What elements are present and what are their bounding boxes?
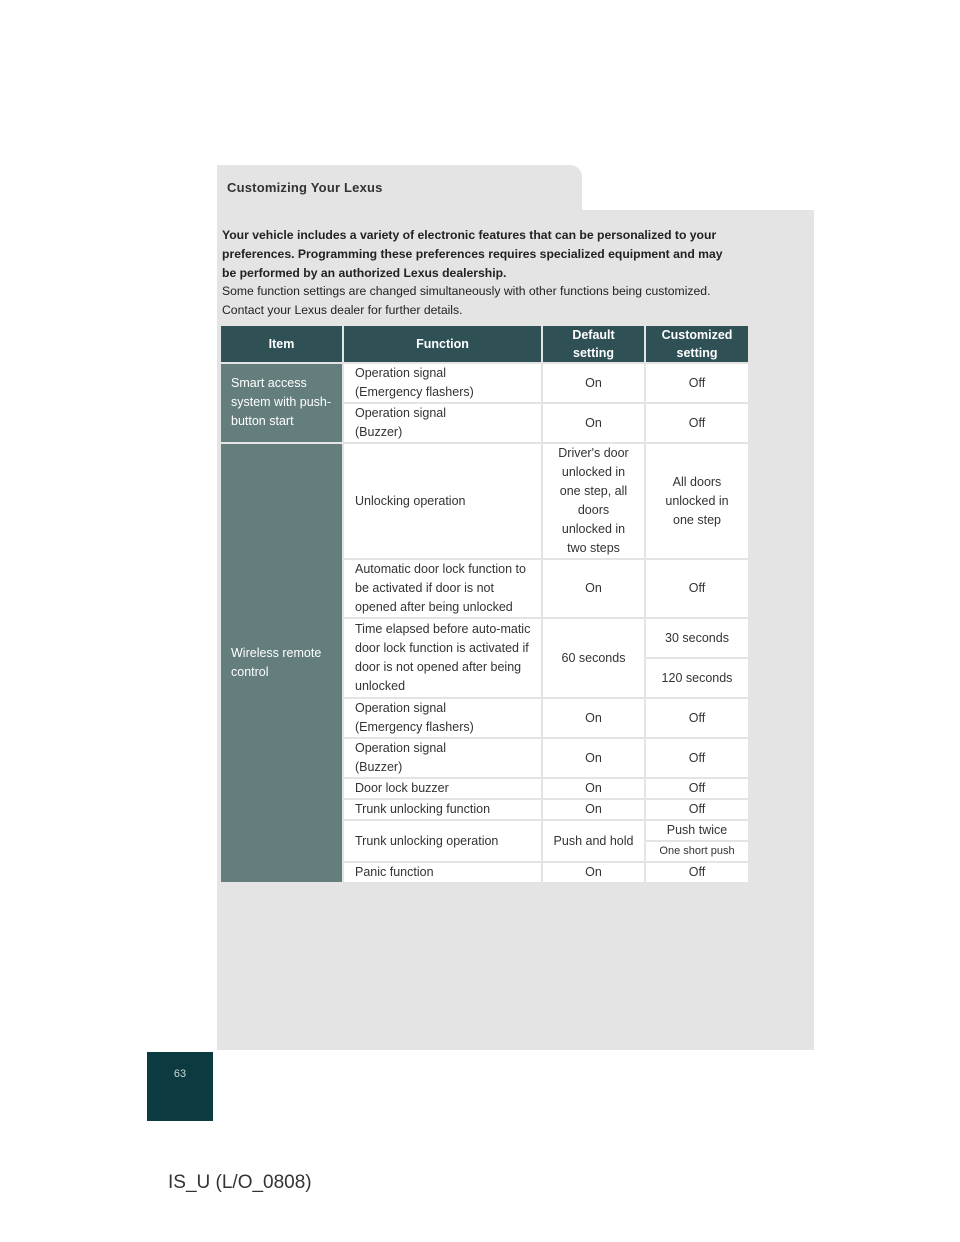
row-custom: Push twice — [644, 821, 748, 840]
row-function: Operation signal (Buzzer) — [342, 739, 541, 777]
group-wireless-remote: Wireless remote control — [221, 444, 342, 882]
row-function: Automatic door lock function to be activated if door is not opened after being unlocked — [342, 560, 541, 617]
row-default: On — [541, 739, 644, 777]
row-default: On — [541, 699, 644, 737]
row-custom: All doors unlocked in one step — [644, 444, 748, 558]
row-custom: Off — [644, 699, 748, 737]
header-custom: Customized setting — [644, 326, 748, 362]
row-function: Operation signal (Emergency flashers) — [342, 364, 541, 402]
row-default: On — [541, 560, 644, 617]
row-default: On — [541, 779, 644, 798]
row-custom: Off — [644, 739, 748, 777]
row-default: 60 seconds — [541, 619, 644, 697]
row-default: Driver's door unlocked in one step, all doors unlocked in two steps — [541, 444, 644, 558]
table-row — [221, 364, 748, 402]
table-row — [221, 444, 748, 558]
row-custom: Off — [644, 779, 748, 798]
group-smart-access: Smart access system with push-button start — [221, 364, 342, 442]
row-function: Operation signal (Buzzer) — [342, 404, 541, 442]
row-custom-alt: One short push — [644, 842, 748, 861]
row-default: On — [541, 863, 644, 882]
row-custom: Off — [644, 364, 748, 402]
page-number-tab — [147, 1052, 213, 1121]
header-default: Default setting — [541, 326, 644, 362]
header-function: Function — [342, 326, 541, 362]
row-function: Operation signal (Emergency flashers) — [342, 699, 541, 737]
page-number: 63 — [173, 1068, 187, 1080]
row-default: On — [541, 364, 644, 402]
row-custom: Off — [644, 863, 748, 882]
row-function: Trunk unlocking function — [342, 800, 541, 819]
footer-code: IS_U (L/O_0808) — [168, 1172, 312, 1193]
row-default: On — [541, 404, 644, 442]
row-function: Door lock buzzer — [342, 779, 541, 798]
row-default: On — [541, 800, 644, 819]
row-function: Trunk unlocking operation — [342, 821, 541, 861]
row-default: Push and hold — [541, 821, 644, 861]
row-custom-alt: 120 seconds — [644, 659, 748, 697]
row-custom: Off — [644, 800, 748, 819]
settings-table — [221, 324, 748, 884]
header-item: Item — [221, 326, 342, 362]
table-header-row — [221, 326, 748, 362]
row-function: Panic function — [342, 863, 541, 882]
row-custom: Off — [644, 560, 748, 617]
intro-bold: Your vehicle includes a variety of electronic features that can be personalized to your preferences. Programming these preferences requires specialized equipment and may be performed by an authorized Lexus dealership. — [222, 228, 723, 280]
row-custom: Off — [644, 404, 748, 442]
row-function: Unlocking operation — [342, 444, 541, 558]
intro-normal: Some function settings are changed simultaneously with other functions being customized. Contact your Lexus dealer for further details. — [222, 284, 711, 318]
row-custom: 30 seconds — [644, 619, 748, 657]
intro-text — [222, 226, 748, 320]
section-title: Customizing Your Lexus — [227, 180, 383, 195]
row-function: Time elapsed before auto-matic door lock function is activated if door is not opened after being unlocked — [342, 619, 541, 697]
